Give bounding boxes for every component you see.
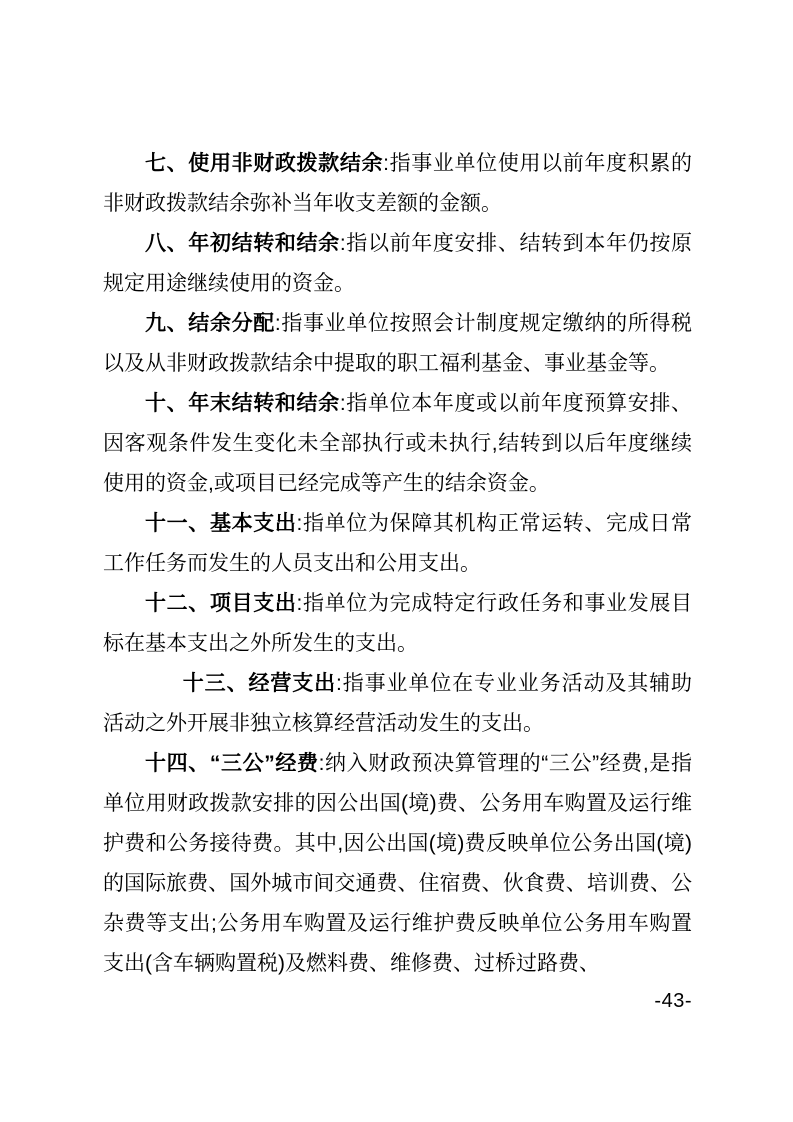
term-text: 十三、经营支出 — [182, 672, 336, 695]
definition-text: :指以前年度安排、结转到本年仍按原规定用途继续使用的资金。 — [103, 232, 693, 295]
definition-paragraph — [103, 504, 692, 584]
definition-paragraph — [103, 384, 692, 504]
definition-text: :指事业单位使用以前年度积累的非财政拨款结余弥补当年收支差额的金额。 — [103, 152, 692, 215]
definition-paragraph — [103, 144, 692, 224]
term-text: 十四、“三公”经费 — [145, 752, 319, 775]
page-number: -43- — [654, 990, 692, 1012]
definition-paragraph — [103, 664, 692, 744]
definition-paragraph — [103, 584, 692, 664]
definition-text: :纳入财政预决算管理的“三公”经费,是指单位用财政拨款安排的因公出国(境)费、公务用车购置及运行维护费和公务接待费。其中,因公出国(境)费反映单位公务出国(境)的国际旅费、国外城市间交通费、住宿费、伙食费、培训费、公杂费等支出;公务用车购置及运行维护费反映单位公务用车购置支出(含车辆购置税)及燃料费、维修费、过桥过路费、 — [103, 752, 693, 975]
term-text: 十一、基本支出 — [145, 512, 297, 535]
term-text: 十二、项目支出 — [145, 592, 297, 615]
definition-text: :指单位本年度或以前年度预算安排、因客观条件发生变化未全部执行或未执行,结转到以后年度继续使用的资金,或项目已经完成等产生的结余资金。 — [103, 392, 693, 495]
definition-text: :指事业单位按照会计制度规定缴纳的所得税以及从非财政拨款结余中提取的职工福利基金、事业基金等。 — [103, 312, 693, 375]
definition-paragraph — [103, 304, 692, 384]
definition-paragraph — [103, 744, 692, 984]
term-text: 七、使用非财政拨款结余 — [145, 152, 384, 175]
term-text: 八、年初结转和结余 — [145, 232, 340, 255]
term-text: 九、结余分配 — [145, 312, 275, 335]
definition-text: :指事业单位在专业业务活动及其辅助活动之外开展非独立核算经营活动发生的支出。 — [103, 672, 692, 735]
definition-paragraph — [103, 224, 692, 304]
term-text: 十、年末结转和结余 — [145, 392, 340, 415]
definition-text: :指单位为完成特定行政任务和事业发展目标在基本支出之外所发生的支出。 — [103, 592, 692, 655]
definition-text: :指单位为保障其机构正常运转、完成日常工作任务而发生的人员支出和公用支出。 — [103, 512, 692, 575]
